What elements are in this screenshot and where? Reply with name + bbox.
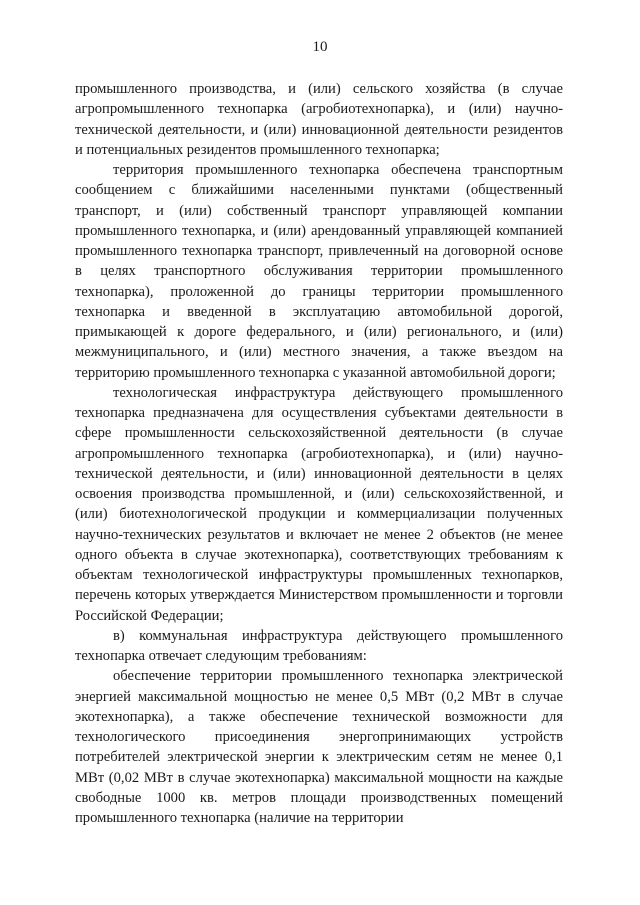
document-body [75, 79, 563, 828]
paragraph-continuation: промышленного производства, и (или) сельского хозяйства (в случае агропромышленного технопарка (агробиотехнопарка), и (или) научно-технической деятельности, и (или) инновационной деятельности резидентов и потенциальных резидентов промышленного технопарка; [75, 81, 563, 158]
paragraph-communal-infrastructure: в) коммунальная инфраструктура действующего промышленного технопарка отвечает следующим требованиям: [75, 627, 563, 664]
paragraph-technological-infrastructure: технологическая инфраструктура действующего промышленного технопарка предназначена для осуществления субъектами деятельности в сфере промышленности сельскохозяйственной деятельности (в случае агропромышленного технопарка (агробиотехнопарка), и (или) научно-технической деятельности, и (или) инновационной деятельности в целях освоения производства промышленной, и (или) сельскохозяйственной, и (или) биотехнологической продукции и коммерциализации полученных научно-технических результатов и включает не менее 2 объектов (не менее одного объекта в случае экотехнопарка), соответствующих требованиям к объектам технологической инфраструктуры промышленных технопарков, перечень которых утверждается Министерством промышленности и торговли Российской Федерации; [75, 384, 563, 624]
paragraph-electric-power: обеспечение территории промышленного технопарка электрической энергией максимальной мощностью не менее 0,5 МВт (0,2 МВт в случае экотехнопарка), а также обеспечение технической возможности для технологического присоединения энергопринимающих устройств потребителей электрической энергии к электрическим сетям не менее 0,1 МВт (0,02 МВт в случае экотехнопарка) максимальной мощности на каждые свободные 1000 кв. метров площади производственных помещений промышленного технопарка (наличие на территории [75, 668, 563, 826]
paragraph-transport-access: территория промышленного технопарка обеспечена транспортным сообщением с ближайшими населенными пунктами (общественный транспорт, и (или) собственный транспорт управляющей компании промышленного технопарка, и (или) арендованный управляющей компанией промышленного технопарка транспорт, привлеченный на договорной основе в целях транспортного обслуживания территории промышленного технопарка), проложенной до границы территории промышленного технопарка и введенной в эксплуатацию автомобильной дорогой, примыкающей к дороге федерального, и (или) регионального, и (или) межмуниципального, и (или) местного значения, а также въездом на территорию промышленного технопарка с указанной автомобильной дороги; [75, 162, 563, 381]
page-number: 10 [312, 39, 328, 55]
